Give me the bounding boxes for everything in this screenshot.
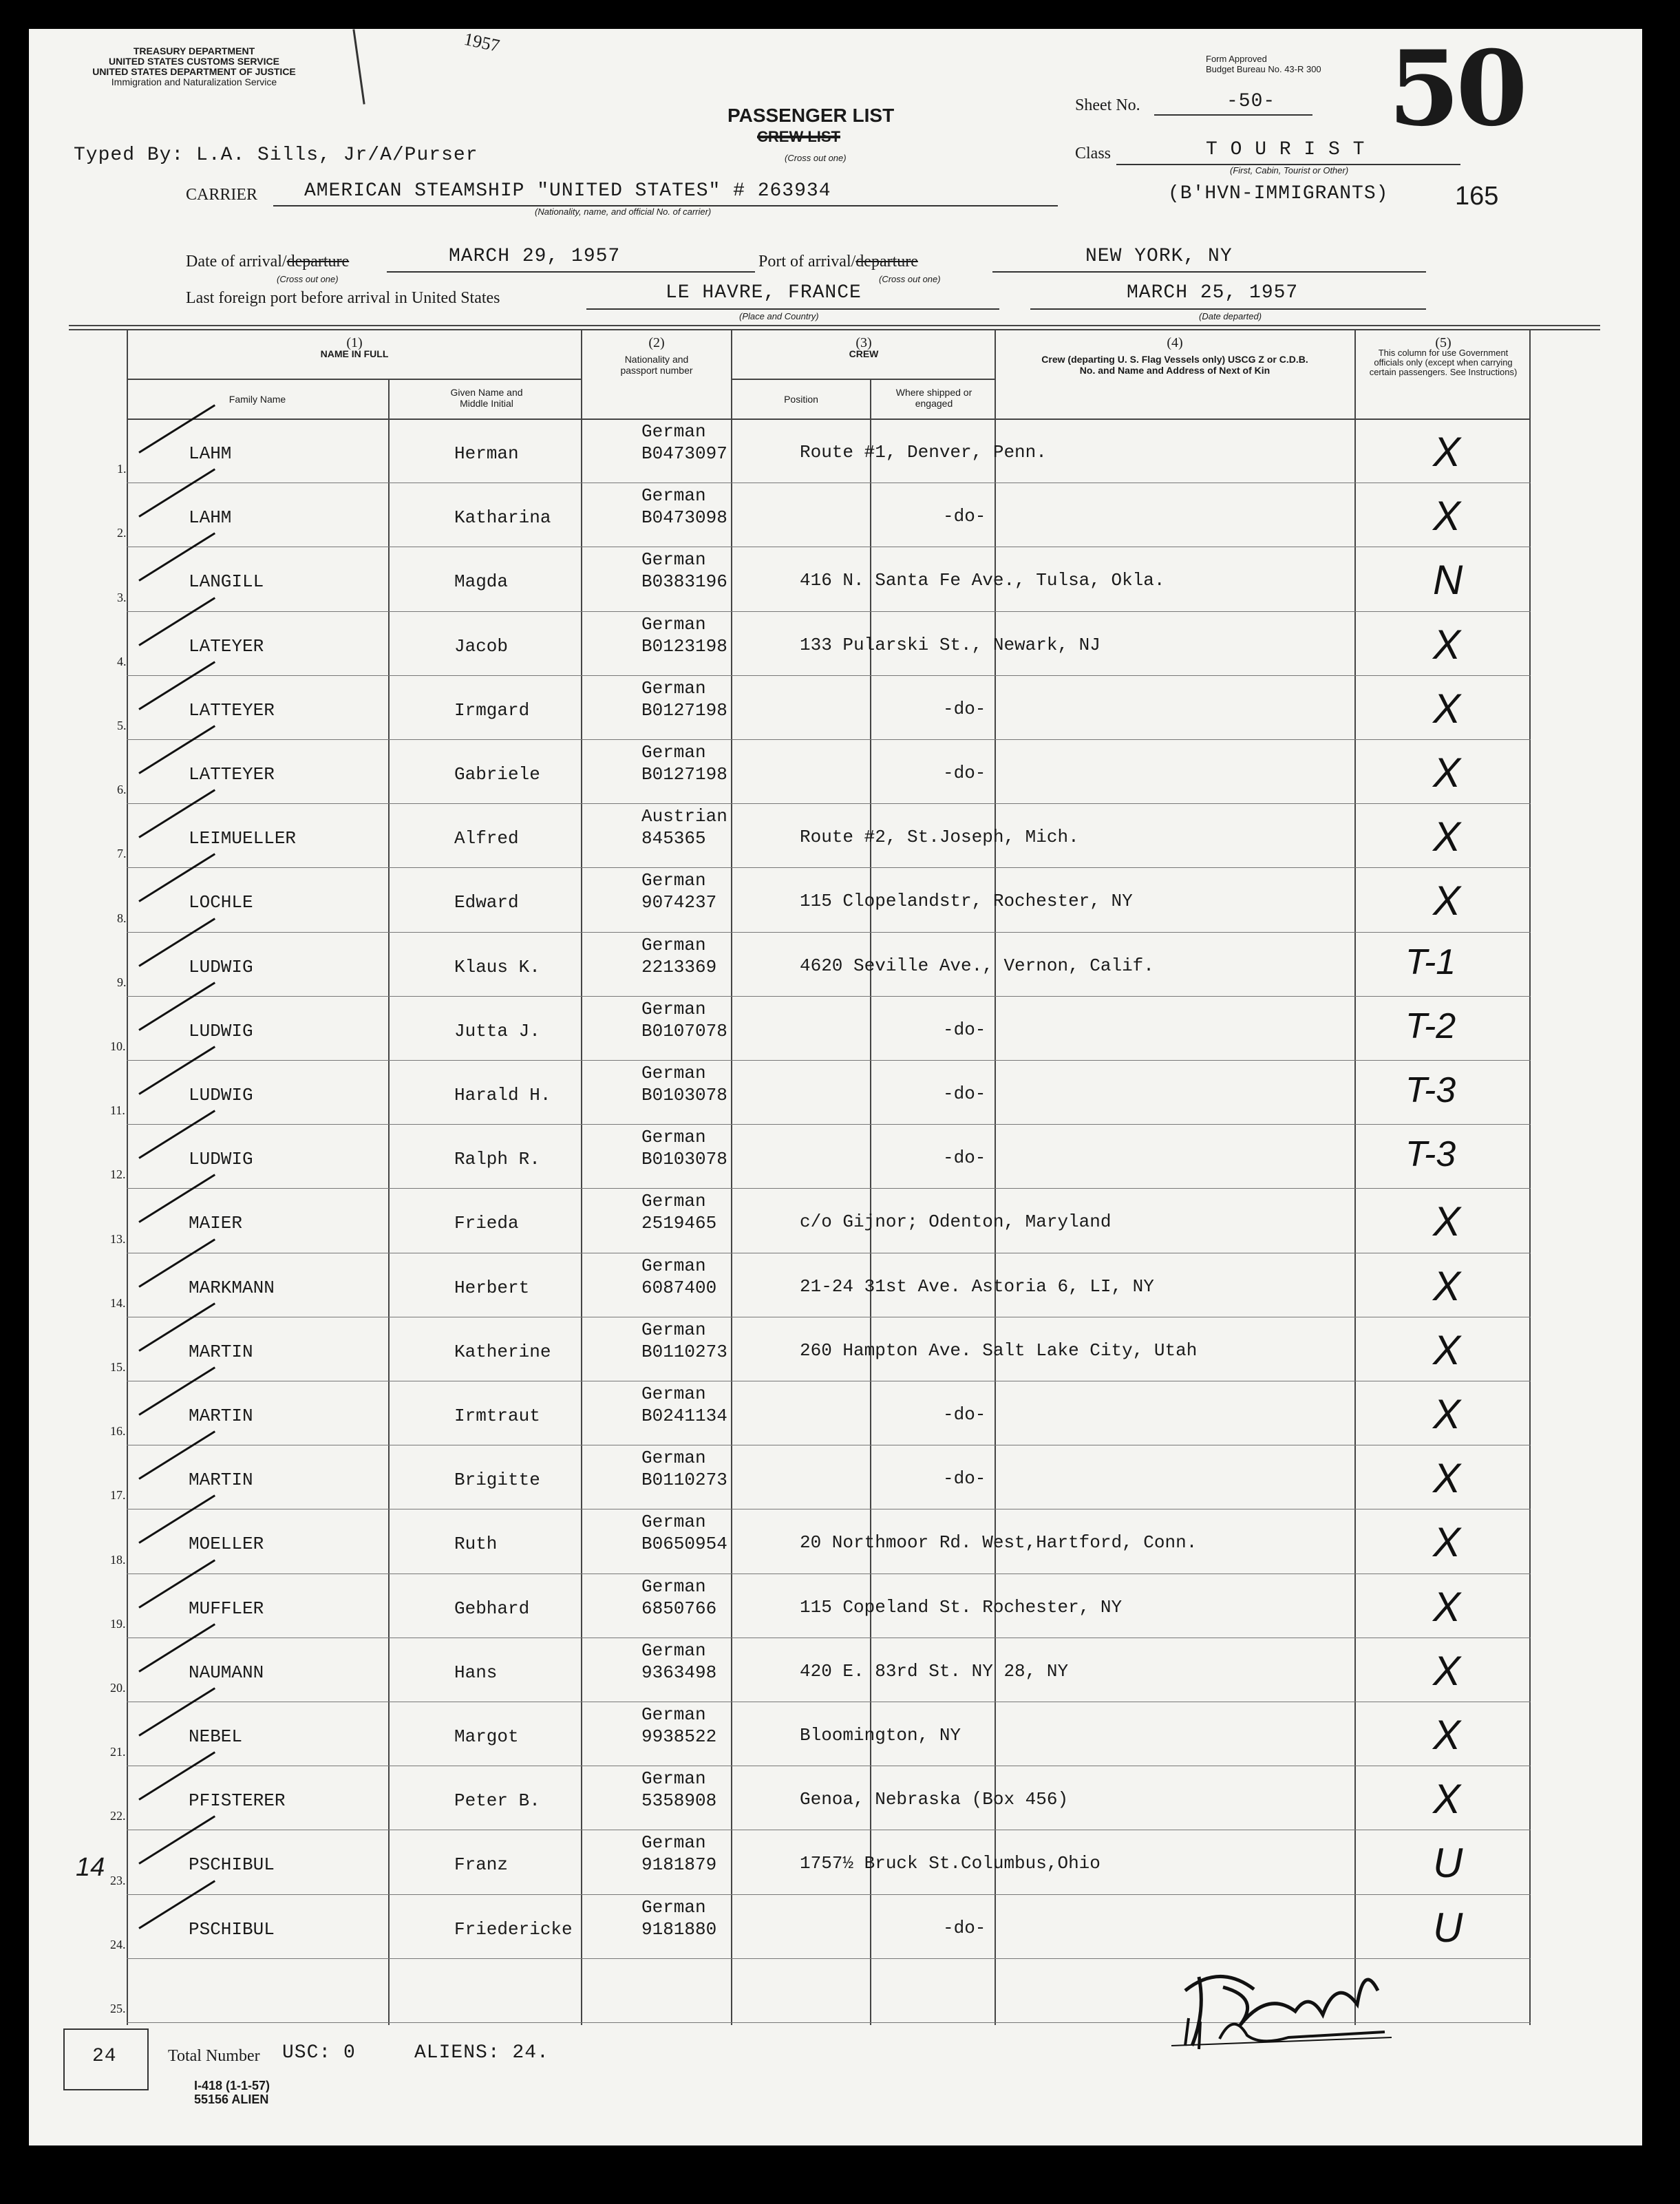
- row-number: 22.: [110, 1809, 126, 1823]
- given-name: Jutta J.: [454, 1021, 540, 1041]
- row-number: 20.: [110, 1681, 126, 1695]
- passport-number: B0383196: [641, 571, 727, 592]
- official-mark: X: [1433, 1648, 1461, 1694]
- row-number: 23.: [110, 1874, 126, 1887]
- position-header: Position: [784, 394, 818, 405]
- official-mark: U: [1433, 1905, 1463, 1951]
- given-name: Magda: [454, 571, 509, 592]
- address: 1757½ Bruck St.Columbus,Ohio: [800, 1853, 1100, 1874]
- row-number: 15.: [110, 1360, 126, 1374]
- official-mark: T-1: [1405, 942, 1456, 982]
- where-shipped-header: Where shipped or engaged: [895, 387, 972, 409]
- row-separator: [127, 932, 1531, 933]
- given-name: Alfred: [454, 828, 519, 849]
- last-port-date: MARCH 25, 1957: [1127, 282, 1299, 304]
- given-name: Friedericke: [454, 1919, 573, 1940]
- nationality: German: [641, 1063, 706, 1083]
- arrival-label: [186, 253, 349, 271]
- row-number: 19.: [110, 1617, 126, 1631]
- class-note: (First, Cabin, Tourist or Other): [1230, 165, 1349, 176]
- given-name: Brigitte: [454, 1470, 540, 1490]
- header-bottom-rule: [127, 418, 1531, 420]
- family-name: LATTEYER: [189, 764, 275, 785]
- row-number: 4.: [117, 655, 127, 668]
- row-separator: [127, 803, 1531, 804]
- port-underline: [992, 271, 1426, 273]
- passport-number: B0110273: [641, 1470, 727, 1490]
- passport-number: 9181879: [641, 1854, 717, 1875]
- given-name: Klaus K.: [454, 957, 540, 977]
- row-number: 7.: [117, 847, 127, 860]
- nationality: German: [641, 1768, 706, 1789]
- agency-header: [77, 46, 311, 87]
- nationality: German: [641, 742, 706, 763]
- official-mark: X: [1433, 750, 1461, 796]
- row-separator: [127, 1573, 1531, 1574]
- family-name: LATEYER: [189, 636, 264, 657]
- nationality: German: [641, 870, 706, 891]
- row-number: 16.: [110, 1424, 126, 1438]
- address: Route #1, Denver, Penn.: [800, 442, 1047, 463]
- official-mark: X: [1433, 686, 1461, 732]
- family-name: NAUMANN: [189, 1662, 264, 1683]
- passport-number: B0103078: [641, 1149, 727, 1169]
- row-number: 21.: [110, 1745, 126, 1759]
- official-mark: T-2: [1405, 1006, 1456, 1046]
- col3-number: (3): [855, 335, 872, 350]
- passport-number: B0650954: [641, 1534, 727, 1554]
- given-name: Harald H.: [454, 1085, 551, 1105]
- official-mark: X: [1433, 1519, 1461, 1565]
- class-value: T O U R I S T: [1206, 139, 1365, 160]
- port-label-crossed: departure: [855, 253, 918, 271]
- given-name: Herbert: [454, 1278, 530, 1298]
- address: Route #2, St.Joseph, Mich.: [800, 827, 1079, 847]
- form-approved-line: Form Approved: [1206, 54, 1267, 64]
- given-name: Margot: [454, 1726, 519, 1747]
- given-name-header: Given Name and Middle Initial: [450, 387, 523, 409]
- agency-line: UNITED STATES DEPARTMENT OF JUSTICE: [92, 66, 296, 77]
- row-number: 12.: [110, 1167, 126, 1181]
- family-name: LUDWIG: [189, 1149, 253, 1169]
- family-name: LANGILL: [189, 571, 264, 592]
- col2-title: Nationality and passport number: [620, 354, 693, 376]
- given-name: Peter B.: [454, 1790, 540, 1811]
- crossed-title: CREW LIST: [757, 128, 840, 145]
- given-name: Katharina: [454, 507, 551, 528]
- address: -do-: [943, 1404, 986, 1425]
- last-port-underline: [586, 308, 999, 310]
- margin-note: 14: [76, 1853, 105, 1882]
- given-name: Irmtraut: [454, 1406, 540, 1426]
- official-mark: X: [1433, 622, 1461, 668]
- arrival-value: MARCH 29, 1957: [449, 246, 621, 267]
- form-approved: [1206, 54, 1321, 74]
- row-separator: [127, 1188, 1531, 1189]
- official-mark: X: [1433, 1584, 1461, 1630]
- family-name: LEIMUELLER: [189, 828, 297, 849]
- typed-by: Typed By: L.A. Sills, Jr/A/Purser: [74, 145, 478, 166]
- official-mark: X: [1433, 878, 1461, 924]
- row-number: 17.: [110, 1488, 126, 1502]
- nationality: German: [641, 1191, 706, 1211]
- nationality: Austrian: [641, 806, 727, 827]
- family-name: LUDWIG: [189, 957, 253, 977]
- nationality: German: [641, 549, 706, 570]
- class-sub: (B'HVN-IMMIGRANTS): [1168, 183, 1389, 204]
- row-number: 14.: [110, 1296, 126, 1310]
- address: 21-24 31st Ave. Astoria 6, LI, NY: [800, 1276, 1154, 1297]
- passport-number: 5358908: [641, 1790, 717, 1811]
- stamp-stroke: [352, 29, 365, 104]
- table-top-rule-2: [69, 329, 1600, 330]
- address: -do-: [943, 1083, 986, 1104]
- family-name: LAHM: [189, 443, 232, 464]
- family-name: MARKMANN: [189, 1278, 275, 1298]
- official-mark: T-3: [1405, 1134, 1456, 1174]
- table-left-border: [127, 329, 128, 2025]
- address: -do-: [943, 1019, 986, 1040]
- family-name: MARTIN: [189, 1406, 253, 1426]
- aliens-count: ALIENS: 24.: [414, 2042, 549, 2064]
- nationality: German: [641, 1127, 706, 1147]
- subheader-rule-crew: [731, 379, 996, 380]
- passport-number: 9363498: [641, 1662, 717, 1683]
- table-right-border: [1529, 329, 1531, 2025]
- passport-number: B0103078: [641, 1085, 727, 1105]
- nationality: German: [641, 1576, 706, 1597]
- form-number: I-418 (1-1-57): [194, 2079, 270, 2092]
- official-mark: X: [1433, 1455, 1461, 1501]
- row-separator: [127, 739, 1531, 740]
- col-divider-crew: [731, 329, 732, 2025]
- last-port-date-note: (Date departed): [1199, 311, 1262, 321]
- arrival-note: (Cross out one): [277, 274, 339, 284]
- passport-number: B0473097: [641, 443, 727, 464]
- col3-header: [732, 337, 995, 359]
- passport-number: 2519465: [641, 1213, 717, 1233]
- official-mark: X: [1433, 814, 1461, 860]
- row-number: 8.: [117, 911, 127, 925]
- official-mark: X: [1433, 429, 1461, 475]
- row-number: 24.: [110, 1938, 126, 1951]
- carrier-label: CARRIER: [186, 186, 258, 204]
- passport-number: B0127198: [641, 764, 727, 785]
- passport-number: B0473098: [641, 507, 727, 528]
- port-label-text: Port of arrival/: [758, 253, 856, 271]
- title-note: (Cross out one): [785, 153, 847, 163]
- last-port-value: LE HAVRE, FRANCE: [666, 282, 862, 304]
- family-name: MARTIN: [189, 1470, 253, 1490]
- nationality: German: [641, 999, 706, 1019]
- given-name: Ralph R.: [454, 1149, 540, 1169]
- official-mark: X: [1433, 1391, 1461, 1437]
- last-port-label: Last foreign port before arrival in United States: [186, 289, 500, 307]
- address: -do-: [943, 1147, 986, 1168]
- row-separator: [127, 996, 1531, 997]
- family-name: PSCHIBUL: [189, 1919, 275, 1940]
- form-approved-line: Budget Bureau No. 43-R 300: [1206, 64, 1321, 74]
- row-number: 2.: [117, 526, 127, 540]
- row-separator: [127, 1894, 1531, 1895]
- family-name: LUDWIG: [189, 1021, 253, 1041]
- address: 115 Clopelandstr, Rochester, NY: [800, 891, 1133, 911]
- corner-note: 1957: [462, 28, 502, 56]
- nationality: German: [641, 1320, 706, 1340]
- col2-number: (2): [648, 335, 665, 350]
- given-name: Edward: [454, 892, 519, 913]
- nationality: German: [641, 1832, 706, 1853]
- col-divider-nat: [581, 329, 582, 2025]
- row-number: 5.: [117, 719, 127, 732]
- family-name: LATTEYER: [189, 700, 275, 721]
- nationality: German: [641, 1255, 706, 1276]
- family-name: MARTIN: [189, 1342, 253, 1362]
- page-title: PASSENGER LIST: [727, 105, 895, 126]
- nationality: German: [641, 1512, 706, 1532]
- family-name-header: Family Name: [228, 394, 286, 405]
- nationality: German: [641, 678, 706, 699]
- form-code: 55156 ALIEN: [194, 2092, 269, 2106]
- official-mark: X: [1433, 1198, 1461, 1244]
- address: 416 N. Santa Fe Ave., Tulsa, Okla.: [800, 570, 1165, 591]
- col-divider-given: [388, 380, 390, 2025]
- nationality: German: [641, 1448, 706, 1468]
- passport-number: 845365: [641, 828, 706, 849]
- col4-header: [1006, 337, 1343, 376]
- given-name: Hans: [454, 1662, 498, 1683]
- given-name: Frieda: [454, 1213, 519, 1233]
- big-sheet-number: 50: [1388, 28, 1524, 149]
- row-number: 1.: [117, 462, 127, 476]
- passport-number: 6087400: [641, 1278, 717, 1298]
- agency-line: TREASURY DEPARTMENT: [133, 45, 255, 56]
- official-mark: X: [1433, 1712, 1461, 1758]
- nationality: German: [641, 1384, 706, 1404]
- passport-number: B0110273: [641, 1342, 727, 1362]
- sheet-label: Sheet No.: [1075, 96, 1140, 114]
- col4-number: (4): [1167, 335, 1183, 350]
- port-label: [758, 253, 918, 271]
- passport-number: 9938522: [641, 1726, 717, 1747]
- address: -do-: [943, 763, 986, 783]
- address: 420 E. 83rd St. NY 28, NY: [800, 1661, 1069, 1682]
- total-label: Total Number: [168, 2047, 260, 2065]
- col5-number: (5): [1435, 335, 1452, 350]
- nationality: German: [641, 1704, 706, 1725]
- col2-header: [582, 337, 731, 376]
- carrier-note: (Nationality, name, and official No. of carrier): [535, 206, 712, 217]
- official-mark: T-3: [1405, 1070, 1456, 1110]
- family-name: MOELLER: [189, 1534, 264, 1554]
- address: -do-: [943, 1918, 986, 1938]
- address: Bloomington, NY: [800, 1725, 961, 1746]
- given-name: Franz: [454, 1854, 509, 1875]
- col-divider-where: [870, 380, 871, 2025]
- port-value: NEW YORK, NY: [1085, 246, 1233, 267]
- table-top-rule: [69, 325, 1600, 326]
- row-separator: [127, 675, 1531, 676]
- passenger-list-page: [29, 29, 1642, 2145]
- official-mark: U: [1433, 1840, 1463, 1886]
- row-number: 13.: [110, 1232, 126, 1246]
- passport-number: 6850766: [641, 1598, 717, 1619]
- port-note: (Cross out one): [879, 274, 941, 284]
- passport-number: B0123198: [641, 636, 727, 657]
- row-number: 6.: [117, 783, 127, 796]
- address: 4620 Seville Ave., Vernon, Calif.: [800, 955, 1154, 976]
- address: -do-: [943, 1468, 986, 1489]
- official-mark: N: [1433, 557, 1463, 603]
- address: 115 Copeland St. Rochester, NY: [800, 1597, 1123, 1618]
- row-number: 11.: [110, 1103, 125, 1117]
- row-number: 10.: [110, 1039, 126, 1053]
- family-name: LUDWIG: [189, 1085, 253, 1105]
- nationality: German: [641, 485, 706, 506]
- passport-number: B0127198: [641, 700, 727, 721]
- col1-title: NAME IN FULL: [320, 348, 389, 359]
- row-separator: [127, 867, 1531, 868]
- arrival-label-crossed: departure: [286, 253, 350, 271]
- family-name: NEBEL: [189, 1726, 243, 1747]
- address: c/o Gijnor; Odenton, Maryland: [800, 1211, 1112, 1232]
- carrier-value: AMERICAN STEAMSHIP "UNITED STATES" # 263934: [304, 180, 831, 202]
- given-name: Gebhard: [454, 1598, 530, 1619]
- family-name: LOCHLE: [189, 892, 253, 913]
- passport-number: 9181880: [641, 1919, 717, 1940]
- family-name: PFISTERER: [189, 1790, 286, 1811]
- nationality: German: [641, 421, 706, 442]
- address: 20 Northmoor Rd. West,Hartford, Conn.: [800, 1532, 1198, 1553]
- row-number: 18.: [110, 1553, 126, 1567]
- row-separator: [127, 611, 1531, 612]
- col5-header: [1357, 337, 1529, 377]
- nationality: German: [641, 1640, 706, 1661]
- col1-header: [127, 337, 582, 359]
- address: Genoa, Nebraska (Box 456): [800, 1789, 1069, 1810]
- family-name: MAIER: [189, 1213, 243, 1233]
- sheet-value: -50-: [1226, 91, 1276, 112]
- official-mark: X: [1433, 1327, 1461, 1373]
- given-name: Jacob: [454, 636, 509, 657]
- passport-number: B0107078: [641, 1021, 727, 1041]
- last-port-date-underline: [1030, 308, 1426, 310]
- col1-number: (1): [346, 335, 363, 350]
- address: -do-: [943, 506, 986, 527]
- class-label: Class: [1075, 145, 1112, 162]
- address: 133 Pularski St., Newark, NJ: [800, 635, 1100, 655]
- row-separator: [127, 1124, 1531, 1125]
- given-name: Irmgard: [454, 700, 530, 721]
- col4-title: Crew (departing U. S. Flag Vessels only) USCG Z or C.D.B. No. and Name and Address of Next of Kin: [1041, 354, 1308, 376]
- official-mark: X: [1433, 1263, 1461, 1309]
- family-name: LAHM: [189, 507, 232, 528]
- footer-box-value: 24: [92, 2046, 117, 2067]
- nationality: German: [641, 935, 706, 955]
- arrival-label-text: Date of arrival/: [186, 253, 287, 271]
- col-divider-official: [1354, 329, 1356, 2025]
- sheet-underline: [1154, 114, 1312, 116]
- passport-number: 9074237: [641, 892, 717, 913]
- family-name: PSCHIBUL: [189, 1854, 275, 1875]
- row-number: 9.: [117, 975, 127, 989]
- given-name: Gabriele: [454, 764, 540, 785]
- address: 260 Hampton Ave. Salt Lake City, Utah: [800, 1340, 1198, 1361]
- usc-count: USC: 0: [282, 2042, 356, 2064]
- given-name: Ruth: [454, 1534, 498, 1554]
- given-name: Katherine: [454, 1342, 551, 1362]
- inspector-signature: [1158, 1949, 1460, 2066]
- agency-line: UNITED STATES CUSTOMS SERVICE: [109, 56, 279, 67]
- subheader-rule-name: [127, 379, 582, 380]
- col3-title: CREW: [849, 348, 879, 359]
- passport-number: B0241134: [641, 1406, 727, 1426]
- row-number: 25.: [110, 2002, 126, 2015]
- nationality: German: [641, 1897, 706, 1918]
- col5-title: This column for use Government officials only (except when carrying certain passengers. See Instructions): [1369, 348, 1518, 377]
- class-count: 165: [1455, 182, 1499, 211]
- row-separator: [127, 1060, 1531, 1061]
- nationality: German: [641, 614, 706, 635]
- agency-line: Immigration and Naturalization Service: [111, 76, 277, 87]
- official-mark: X: [1433, 1776, 1461, 1822]
- last-port-note: (Place and Country): [739, 311, 819, 321]
- address: -do-: [943, 699, 986, 719]
- given-name: Herman: [454, 443, 519, 464]
- official-mark: X: [1433, 493, 1461, 539]
- arrival-underline: [387, 271, 755, 273]
- row-number: 3.: [117, 591, 127, 604]
- passport-number: 2213369: [641, 957, 717, 977]
- family-name: MUFFLER: [189, 1598, 264, 1619]
